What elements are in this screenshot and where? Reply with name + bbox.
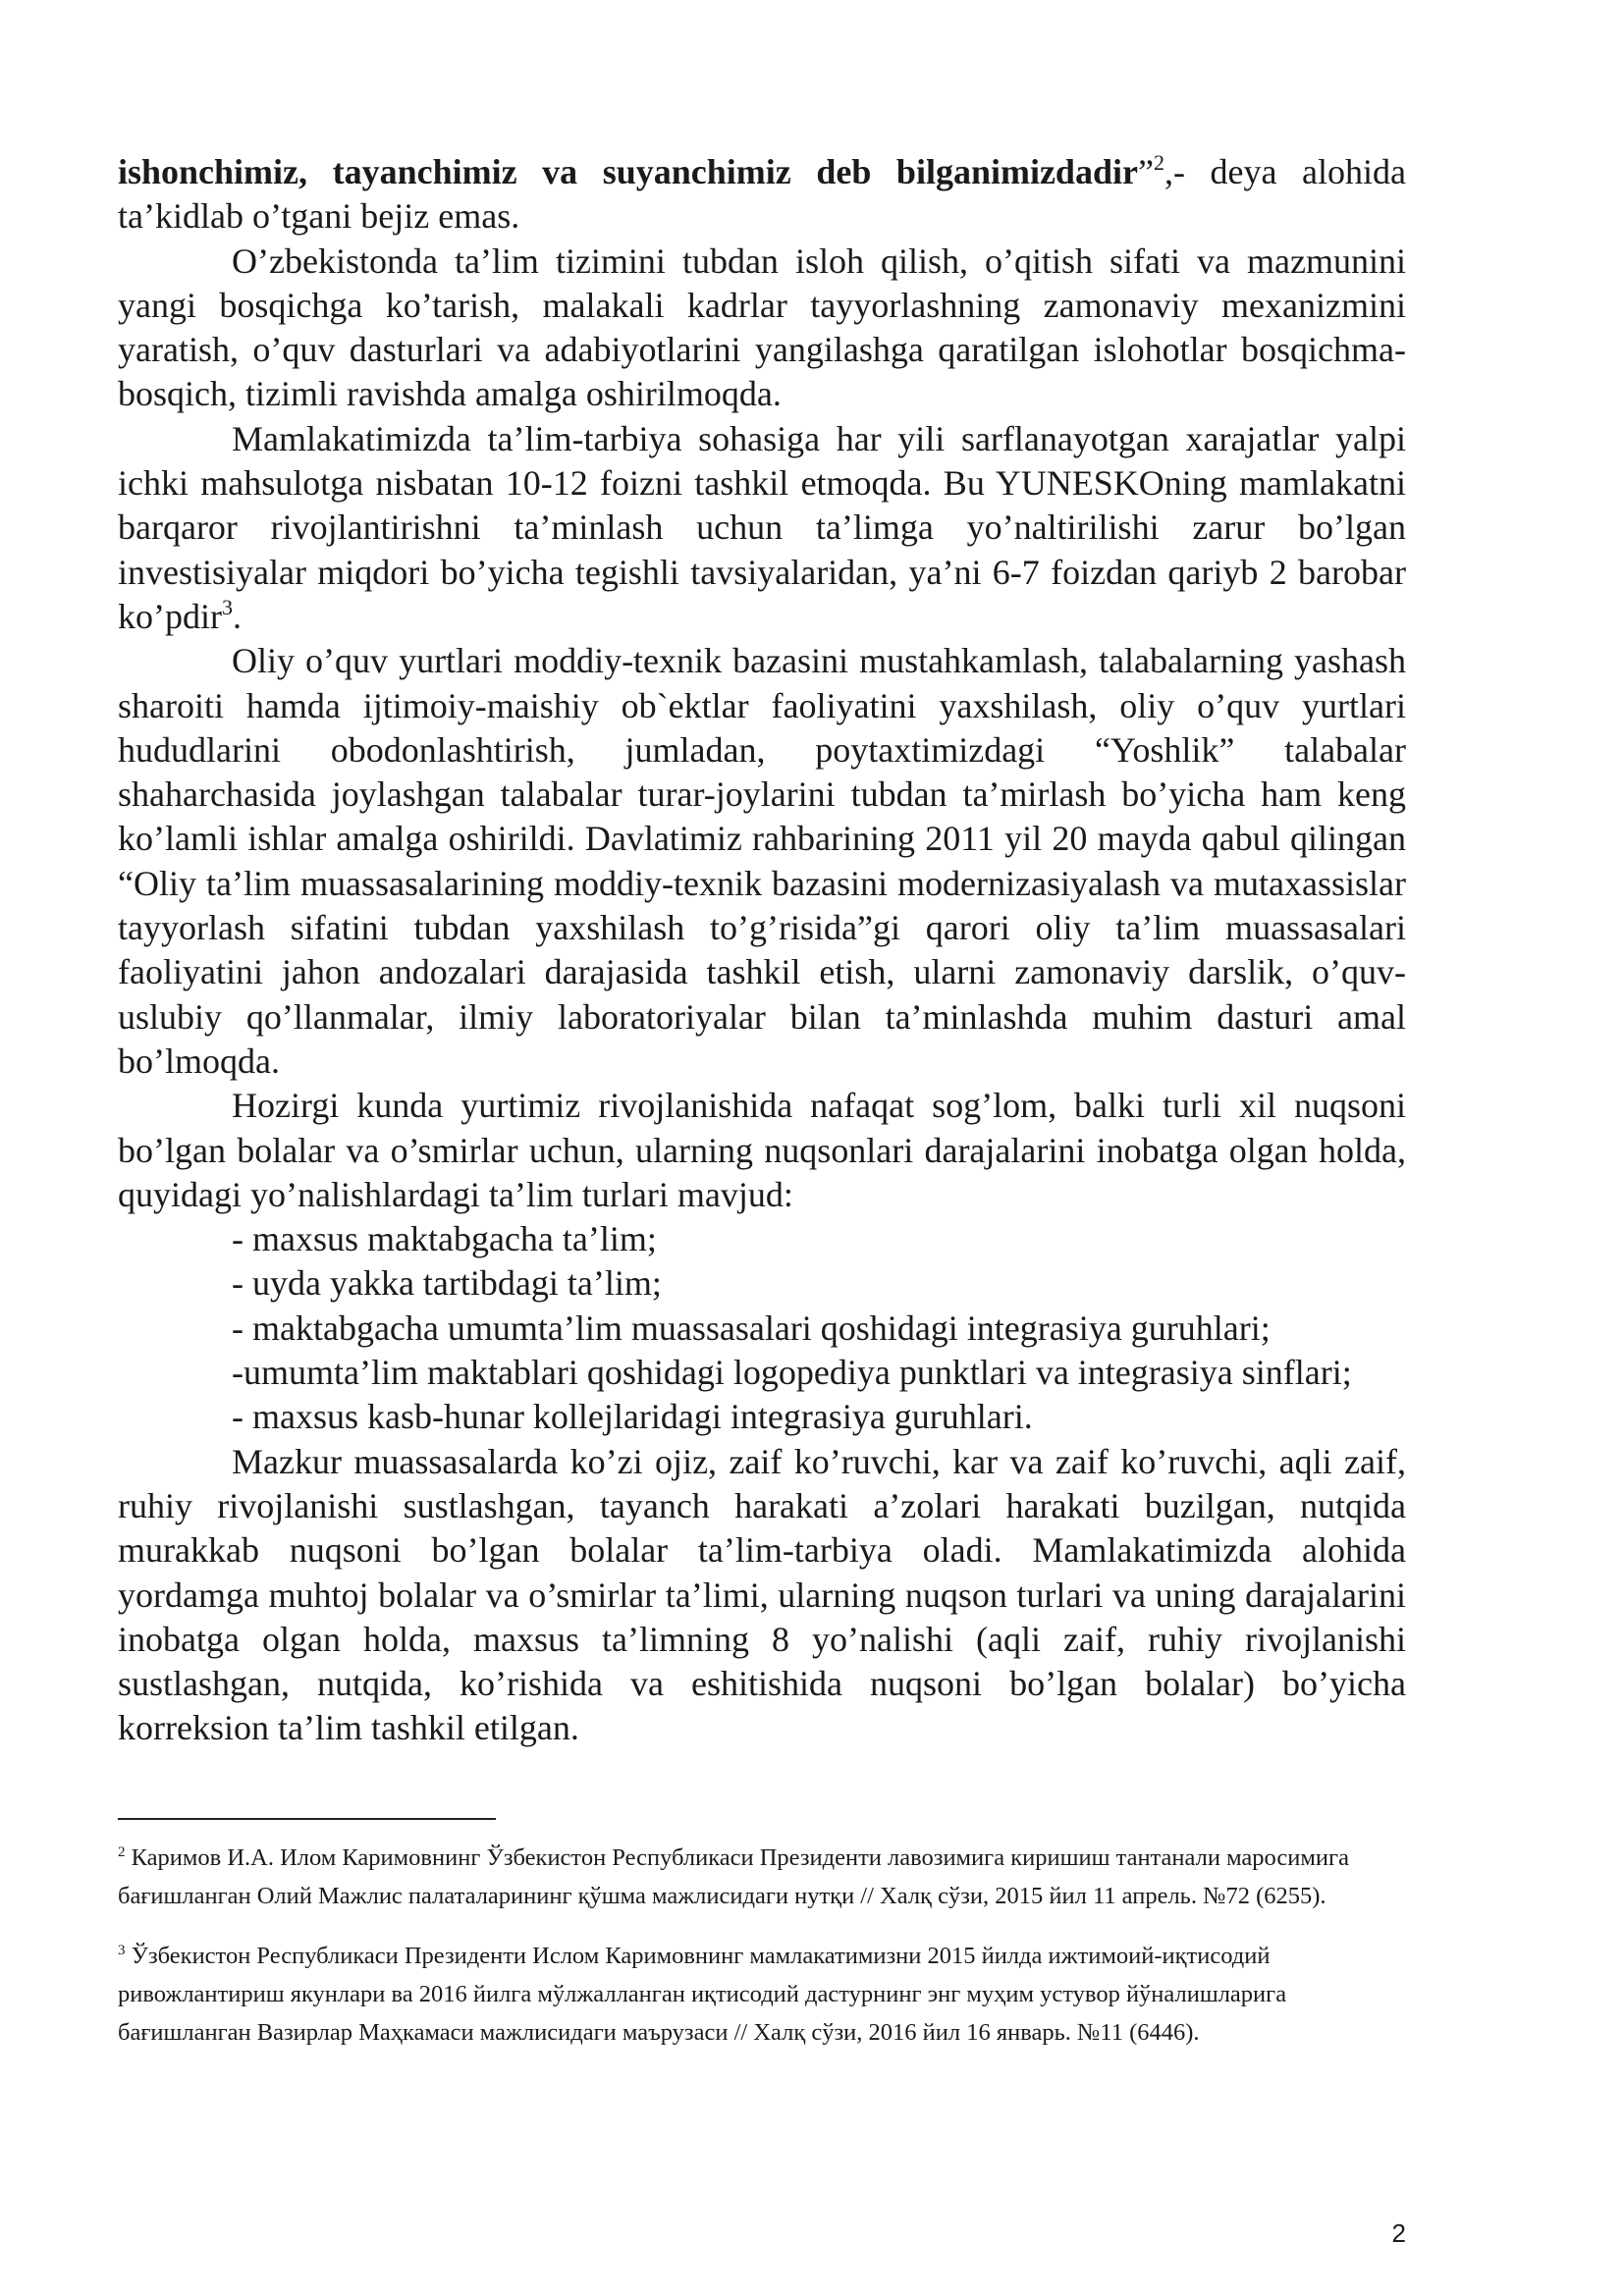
footnote-separator [118,1818,496,1820]
footnotes [118,1839,1406,2073]
paragraph-1 [118,150,1406,240]
footnote-text: Каримов И.А. Илом Каримовнинг Ўзбекистон Республикаси Президенти лавозимига киришиш тантанали маросимига бағишланган Олий Мажлис палаталарининг қўшма мажлисидаги нутқи // Халқ сўзи, 2015 йил 11 апрель. №72 (6255). [118,1844,1349,1909]
footnote-2 [118,1839,1406,1915]
list-item: - maxsus maktabgacha ta’lim; [232,1219,657,1259]
paragraph-5: Hozirgi kunda yurtimiz rivojlanishida nafaqat sog’lom, balki turli xil nuqsoni bo’lgan bolalar va o’smirlar uchun, ularning nuqsonlari darajalarini inobatga olgan holda, quyidagi yo’nalishlardagi ta’lim turlari mavjud: [118,1086,1406,1214]
page-number: 2 [1391,2218,1406,2248]
paragraph-6: Mazkur muassasalarda ko’zi ojiz, zaif ko’ruvchi, kar va zaif ko’ruvchi, aqli zaif, ruhiy rivojlanishi sustlashgan, tayanch harakati a’zolari harakati buzilgan, nutqida murakkab nuqsoni bo’lgan bolalar ta’lim-tarbiya oladi. Mamlakatimizda alohida yordamga muhtoj bolalar va o’smirlar ta’limi, ularning nuqson turlari va uning darajalarini inobatga olgan holda, maxsus ta’limning 8 yo’nalishi (aqli zaif, ruhiy rivojlanishi sustlashgan, nutqida, ko’rishida va eshitishida nuqsoni bo’lgan bolalar) bo’yicha korreksion ta’lim tashkil etilgan. [118,1441,1406,1748]
paragraph-3-end: . [232,596,242,636]
bold-quote-text: ishonchimiz, tayanchimiz va suyanchimiz deb bilganimizdadir [118,152,1138,191]
body-text [118,150,1406,1751]
closing-quote: ” [1137,152,1154,191]
paragraph-3 [118,417,1406,639]
list-item: - maktabgacha umumta’lim muassasalari qoshidagi integrasiya guruhlari; [232,1308,1271,1348]
footnote-number: 2 [118,1844,126,1860]
paragraph-3-text: Mamlakatimizda ta’lim-tarbiya sohasiga har yili sarflanayotgan xarajatlar yalpi ichki mahsulotga nisbatan 10-12 foizni tashkil etmoqda. Bu YUNESKOning mamlakatni barqaror rivojlantirishni ta’minlash uchun ta’limga yo’naltirilishi zarur bo’lgan investisiyalar miqdori bo’yicha tegishli tavsiyalaridan, ya’ni 6-7 foizdan qariyb 2 barobar ko’pdir [118,418,1406,636]
list-item: - maxsus kasb-hunar kollejlaridagi integrasiya guruhlari. [232,1397,1033,1437]
footnote-number: 3 [118,1943,126,1958]
paragraph-1-rest: ,- deya alohida ta’kidlab o’tgani bejiz emas. [118,152,1407,237]
paragraph-4: Oliy o’quv yurtlari moddiy-texnik bazasini mustahkamlash, talabalarning yashash sharoiti hamda ijtimoiy-maishiy ob`ektlar faoliyatini yaxshilash, oliy o’quv yurtlari hududlarini obodonlashtirish, jumladan, poytaxtimizdagi “Yoshlik” talabalar shaharchasida joylashgan talabalar turar-joylarini tubdan ta’mirlash bo’yicha ham keng ko’lamli ishlar amalga oshirildi. Davlatimiz rahbarining 2011 yil 20 mayda qabul qilingan “Oliy ta’lim muassasalarining moddiy-texnik bazasini modernizasiyalash va mutaxassislar tayyorlash sifatini tubdan yaxshilash to’g’risida”gi qarori oliy ta’lim muassasalari faoliyatini jahon andozalari darajasida tashkil etish, ularni zamonaviy darslik, o’quv-uslubiy qo’llanmalar, ilmiy laboratoriyalar bilan ta’minlashda muhim dasturi amal bo’lmoqda. [118,641,1406,1081]
footnote-text: Ўзбекистон Республикаси Президенти Ислом Каримовнинг мамлакатимизни 2015 йилда ижтимоий-иқтисодий ривожлантириш якунлари ва 2016 йилга мўлжалланган иқтисодий дастурнинг энг муҳим устувор йўналишларига бағишланган Вазирлар Маҳкамаси мажлисидаги маърузаси // Халқ сўзи, 2016 йил 16 январь. №11 (6446). [118,1943,1287,2046]
footnote-3 [118,1937,1406,2052]
list-item: - uyda yakka tartibdagi ta’lim; [232,1263,662,1304]
list-item: -umumta’lim maktablari qoshidagi logopediya punktlari va integrasiya sinflari; [232,1353,1352,1393]
paragraph-2: O’zbekistonda ta’lim tizimini tubdan isloh qilish, o’qitish sifati va mazmunini yangi bosqichga ko’tarish, malakali kadrlar tayyorlashning zamonaviy mexanizmini yaratish, o’quv dasturlari va adabiyotlarini yangilashga qaratilgan islohotlar bosqichma-bosqich, tizimli ravishda amalga oshirilmoqda. [118,240,1406,414]
footnote-ref-2[interactable]: 2 [1153,150,1164,175]
footnote-ref-3[interactable]: 3 [221,594,233,619]
